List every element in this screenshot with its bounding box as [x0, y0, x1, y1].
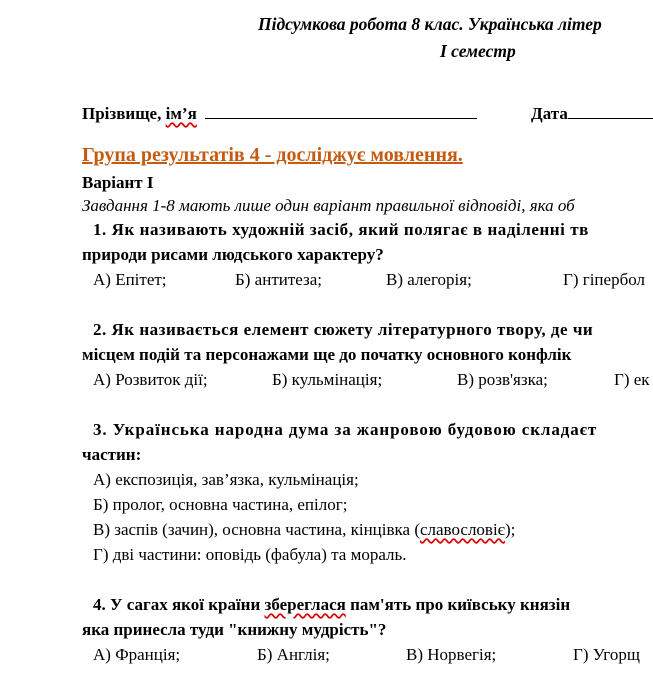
question-3-option-b: Б) пролог, основна частина, епілог;: [93, 495, 348, 514]
question-1-option-b: Б) антитеза;: [235, 270, 323, 289]
question-2-option-c: В) розв'язка;: [457, 370, 548, 389]
question-1-option-c: В) алегорія;: [386, 270, 472, 289]
date-label: Дата: [531, 104, 568, 123]
instructions: Завдання 1-8 мають лише один варіант правильної відповіді, яка об: [82, 196, 575, 215]
question-2-line-2: місцем подій та персонажами ще до початку основного конфлік: [82, 345, 572, 364]
question-4-line-1-end: пам'ять про київську князін: [345, 595, 571, 614]
question-4-option-b: Б) Англія;: [257, 645, 330, 664]
date-blank-line: [568, 104, 653, 119]
question-2-line-1: 2. Як називається елемент сюжету літературного твору, де чи: [93, 320, 594, 339]
question-4-line-1-word: збереглася: [264, 595, 346, 614]
question-3-option-a: А) експозиція, зав’язка, кульмінація;: [93, 470, 359, 489]
document-semester: І семестр: [440, 41, 516, 61]
question-1-option-a: А) Епітет;: [93, 270, 167, 289]
date-row: [531, 104, 653, 124]
group-title: Група результатів 4 - досліджує мовлення.: [82, 144, 463, 166]
variant-label: Варіант І: [82, 173, 154, 192]
document-title: Підсумкова робота 8 клас. Українська літер: [258, 14, 602, 34]
student-name-row: [82, 104, 477, 124]
question-2-option-a: А) Розвиток дії;: [93, 370, 208, 389]
question-1-line-1: 1. Як називають художній засіб, який полягає в наділенні тв: [93, 220, 589, 239]
question-2-option-b: Б) кульмінація;: [272, 370, 383, 389]
question-4-option-d: Г) Угорщ: [573, 645, 640, 664]
question-4-line-1-start: 4. У сагах якої країни: [93, 595, 265, 614]
question-3-option-c: [93, 520, 515, 540]
question-3-option-c-end: );: [504, 520, 516, 539]
name-label: Прізвище,: [82, 104, 166, 123]
name-blank-line: [205, 104, 477, 119]
question-1-line-2: природи рисами людського характеру?: [82, 245, 384, 264]
question-2-option-d: Г) ек: [614, 370, 650, 389]
question-4-line-1: [93, 595, 570, 615]
question-4-option-c: В) Норвегія;: [406, 645, 497, 664]
question-3-option-c-word: славословіє: [419, 520, 505, 539]
question-3-line-2: частин:: [82, 445, 142, 464]
question-4-option-a: А) Франція;: [93, 645, 181, 664]
question-3-line-1: 3. Українська народна дума за жанровою будовою складаєт: [93, 420, 598, 439]
question-4-line-2: яка принесла туди "книжну мудрість"?: [82, 620, 387, 639]
question-1-option-d: Г) гіпербол: [563, 270, 645, 289]
question-3-option-c-text: В) заспів (зачин), основна частина, кінцівка (: [93, 520, 420, 539]
question-3-option-d: Г) дві частини: оповідь (фабула) та мораль.: [93, 545, 407, 564]
name-label-word: ім’я: [165, 104, 197, 123]
